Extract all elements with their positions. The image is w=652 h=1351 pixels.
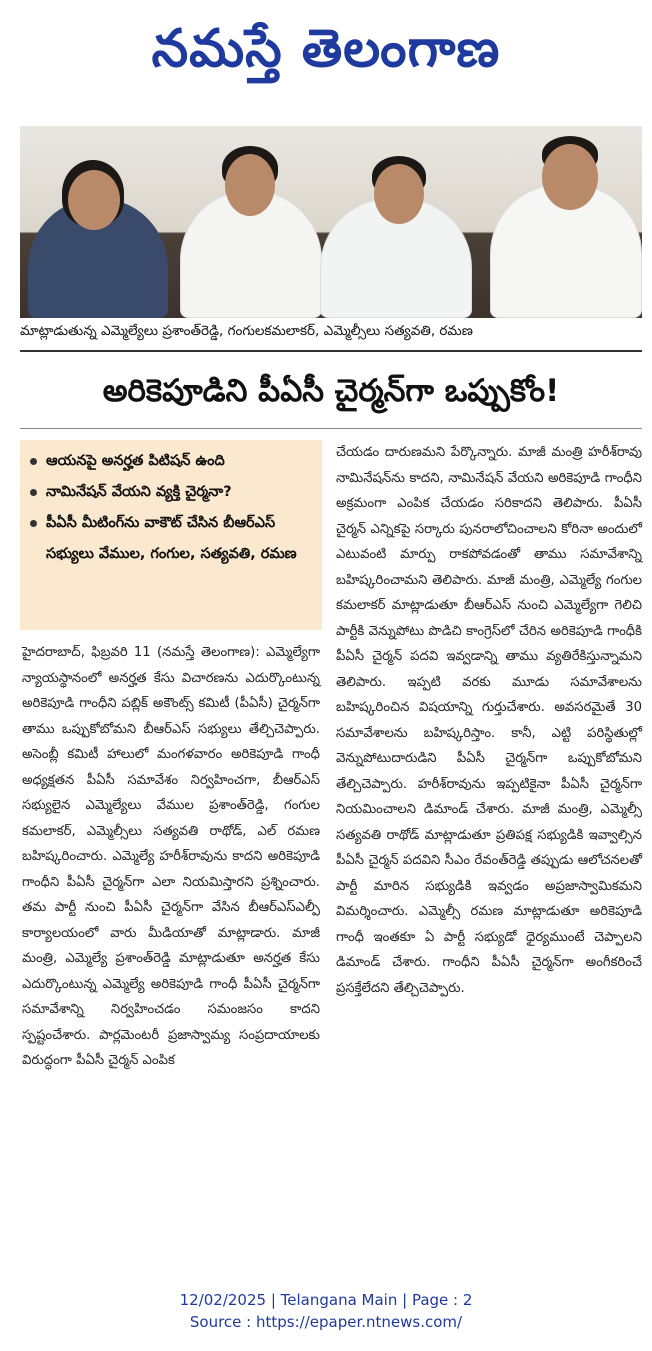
person-head — [68, 170, 120, 230]
footer-source-link[interactable]: Source : https://epaper.ntnews.com/ — [189, 1313, 463, 1331]
highlight-text: ఆయనపై అనర్హత పిటిషన్ ఉంది — [46, 453, 225, 469]
highlight-text: నామినేషన్ వేయని వ్యక్తి చైర్మనా? — [46, 484, 232, 500]
highlight-item — [28, 477, 314, 508]
news-photo — [20, 126, 642, 318]
divider — [20, 428, 642, 429]
highlight-item — [28, 508, 314, 570]
article-body-text: చేయడం దారుణమని పేర్కొన్నారు. మాజీ మంత్రి హరీశ్‌రావు నామినేషన్‌ను కాదని, నామినేషన్ వేయని అరికెపూడి గాంధీని అక్రమంగా ఎంపిక చేయడం సరికాదని తెలిపారు. పీఏసీ చైర్మన్ ఎన్నికపై సర్కారు పునరాలోచించాలని కోరినా అందులో ఎటువంటి మార్పు రాకపోవడంతో తాము సమావేశాన్ని బహిష్కరించామని తెలిపారు. మాజీ మంత్రి, ఎమ్మెల్యే గంగుల కమలాకర్ మాట్లాడుతూ బీఆర్‌ఎస్ నుంచి ఎమ్మెల్యేగా గెలిచి పార్టీకి వెన్నుపోటు పొడిచి కాంగ్రెస్‌లో చేరిన అరికెపూడి గాంధీకి పీఏసీ చైర్మన్ పదవి ఇవ్వడాన్ని తాము వ్యతిరేకిస్తున్నామని తెలిపారు. ఇప్పటి వరకు మూడు సమావేశాలను బహిష్కరించిన విషయాన్ని గుర్తుచేశారు. అవసరమైతే 30 సమావేశాలను బహిష్కరిస్తాం. కానీ, ఎట్టి పరిస్థితుల్లో వెన్నుపోటుదారుడిని పీఏసీ చైర్మన్‌గా ఒప్పుకోబోమని తేల్చిచెప్పారు. హరీశ్‌రావును ఇప్పటికైనా పీఏసీ చైర్మన్‌గా నియమించాలని డిమాండ్ చేశారు. మాజీ మంత్రి, ఎమ్మెల్సీ సత్యవతి రాథోడ్ మాట్లాడుతూ ప్రతిపక్ష సభ్యుడికి ఇవ్వాల్సిన పీఏసీ చైర్మన్ పదవిని సీఎం రేవంత్‌రెడ్డి తప్పుడు ఆలోచనలతో పార్టీ మారిన సభ్యుడికి ఇవ్వడం అప్రజాస్వామికమని విమర్శించారు. ఎమ్మెల్సీ రమణ మాట్లాడుతూ అరికెపూడి గాంధీ ఇంతకూ ఏ పార్టీ సభ్యుడో ధైర్యముంటే చెప్పాలని డిమాండ్ చేశారు. గాంధీని పీఏసీ చైర్మన్‌గా అంగీకరించే ప్రసక్తేలేదని తేల్చిచెప్పారు. — [336, 445, 642, 996]
article-headline: అరికెపూడిని పీఏసీ చైర్మన్‌గా ఒప్పుకోం! — [102, 373, 560, 409]
bullet-icon — [30, 489, 37, 496]
highlight-text: పీఏసీ మీటింగ్‌ను వాకౌట్ చేసిన బీఆర్‌ఎస్ సభ్యులు వేముల, గంగుల, సత్యవతి, రమణ — [46, 515, 297, 562]
photo-caption: మాట్లాడుతున్న ఎమ్మెల్యేలు ప్రశాంత్‌రెడ్డి, గంగులకమలాకర్, ఎమ్మెల్సీలు సత్యవతి, రమణ — [20, 323, 473, 339]
article-body-text: హైదరాబాద్, ఫిబ్రవరి 11 (నమస్తే తెలంగాణ): ఎమ్మెల్యేగా న్యాయస్థానంలో అనర్హత కేసు విచారణను ఎదుర్కొంటున్న అరికెపూడి గాంధీని పబ్లిక్ అకౌంట్స్ కమిటీ (పీఏసీ) చైర్మన్‌గా తాము ఒప్పుకోబోమని బీఆర్‌ఎస్ సభ్యులు తేల్చిచెప్పారు. అసెంబ్లీ కమిటీ హాలులో మంగళవారం అరికెపూడి గాంధీ అధ్యక్షతన పీఏసీ సమావేశం నిర్వహించగా, బీఆర్‌ఎస్ సభ్యులైన ఎమ్మెల్యేలు వేముల ప్రశాంత్‌రెడ్డి, గంగుల కమలాకర్, ఎమ్మెల్సీలు సత్యవతి రాథోడ్, ఎల్ రమణ బహిష్కరించారు. ఎమ్మెల్యే హరీశ్‌రావును కాదని అరికెపూడి గాంధీని పీఏసీ చైర్మన్‌గా ఎలా నియమిస్తారని ప్రశ్నించారు. తమ పార్టీ నుంచి పీఏసీ చైర్మన్‌గా వేసిన బీఆర్‌ఎస్ఎల్పీ కార్యాలయంలో వారు మీడియాతో మాట్లాడారు. మాజీ మంత్రి, ఎమ్మెల్యే ప్రశాంత్‌రెడ్డి మాట్లాడుతూ అనర్హత కేసు ఎదుర్కొంటున్న ఎమ్మెల్యే అరికెపూడి గాంధీ పీఏసీ చైర్మన్‌గా సమావేశాన్ని నిర్వహించడం సమంజసం కాదని స్పష్టంచేశారు. పార్లమెంటరీ ప్రజాస్వామ్య సంప్రదాయాలకు విరుద్ధంగా పీఏసీ చైర్మన్ ఎంపిక — [22, 645, 320, 1068]
person-head — [542, 144, 598, 210]
person-head — [374, 164, 424, 224]
article-column-right — [336, 440, 642, 1250]
newspaper-title: నమస్తే తెలంగాణ — [151, 19, 501, 79]
article-column-left — [22, 640, 320, 1250]
masthead — [0, 0, 652, 110]
highlight-item — [28, 446, 314, 477]
divider — [20, 350, 642, 352]
footer-date-line: 12/02/2025 | Telangana Main | Page : 2 — [179, 1291, 473, 1309]
highlights-box — [20, 440, 322, 630]
person-head — [225, 154, 275, 216]
bullet-icon — [30, 458, 37, 465]
bullet-icon — [30, 520, 37, 527]
